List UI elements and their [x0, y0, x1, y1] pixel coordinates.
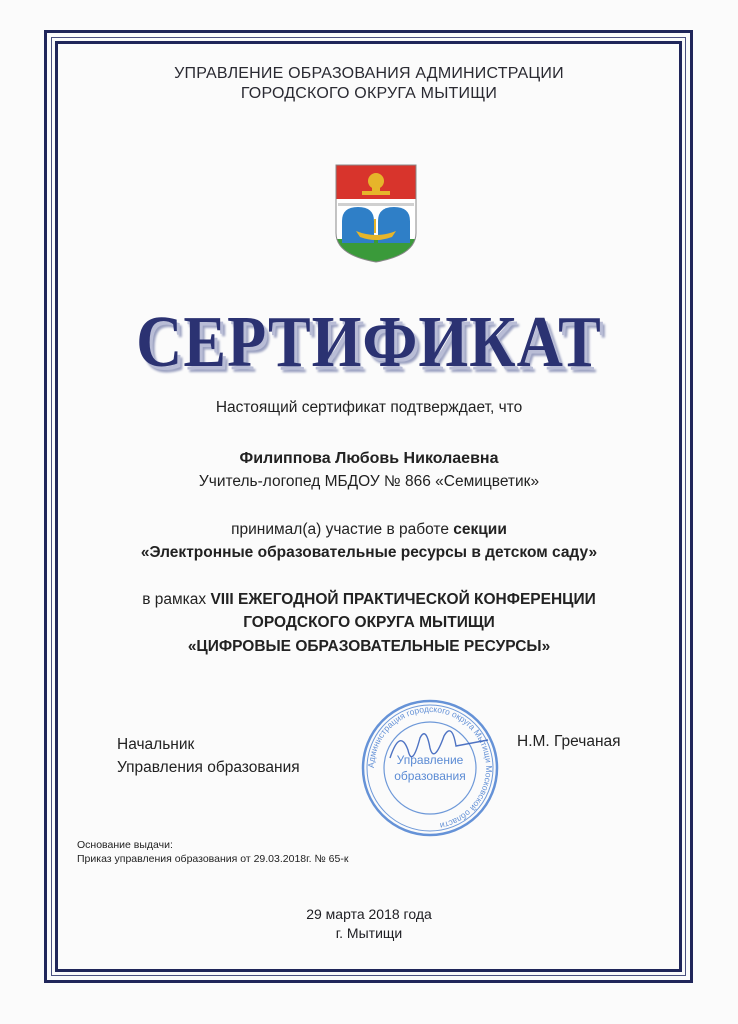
signatory-name: Н.М. Гречаная [517, 733, 621, 750]
mytishchi-coat-of-arms-icon [334, 163, 418, 263]
issuer-header [0, 64, 738, 104]
issue-date-block [0, 905, 738, 943]
issue-basis-order: Приказ управления образования от 29.03.2018г. № 65-к [77, 853, 349, 865]
recipient-position: Учитель-логопед МБДОУ № 866 «Семицветик» [198, 473, 540, 490]
participation-section-word: секции [453, 521, 507, 538]
issue-basis-label: Основание выдачи: [77, 839, 173, 851]
certificate-title: СЕРТИФИКАТ [136, 300, 602, 383]
section-title: «Электронные образовательные ресурсы в детском саду» [140, 544, 598, 561]
conference-line-2: ГОРОДСКОГО ОКРУГА МЫТИЩИ [243, 614, 495, 631]
issue-basis [77, 838, 348, 866]
issuer-line-1: УПРАВЛЕНИЕ ОБРАЗОВАНИЯ АДМИНИСТРАЦИИ [174, 65, 564, 82]
conference-prefix: в рамках [142, 591, 211, 608]
signatory-title-line-1: Начальник [117, 736, 195, 753]
seal-ring-text: Администрация городского округа Мытищи Московской области [365, 703, 495, 832]
signatory-title-line-2: Управления образования [117, 759, 300, 776]
conference-line-1 [0, 590, 738, 610]
conference-line-3: «ЦИФРОВЫЕ ОБРАЗОВАТЕЛЬНЫЕ РЕСУРСЫ» [187, 638, 551, 655]
confirmation-text: Настоящий сертификат подтверждает, что [215, 399, 523, 416]
official-seal-icon [360, 698, 500, 838]
issue-city: г. Мытищи [335, 925, 403, 941]
seal-center-line-1: Управление [396, 753, 464, 767]
conference-name: VIII ЕЖЕГОДНОЙ ПРАКТИЧЕСКОЙ КОНФЕРЕНЦИИ [210, 591, 596, 608]
issuer-line-2: ГОРОДСКОГО ОКРУГА МЫТИЩИ [240, 85, 498, 102]
recipient-name: Филиппова Любовь Николаевна [239, 450, 499, 467]
signatory-title [117, 733, 300, 779]
participation-prefix: принимал(а) участие в работе [231, 521, 454, 538]
participation-text [0, 520, 738, 540]
issue-date: 29 марта 2018 года [306, 906, 432, 922]
seal-center-line-2: образования [394, 769, 466, 783]
